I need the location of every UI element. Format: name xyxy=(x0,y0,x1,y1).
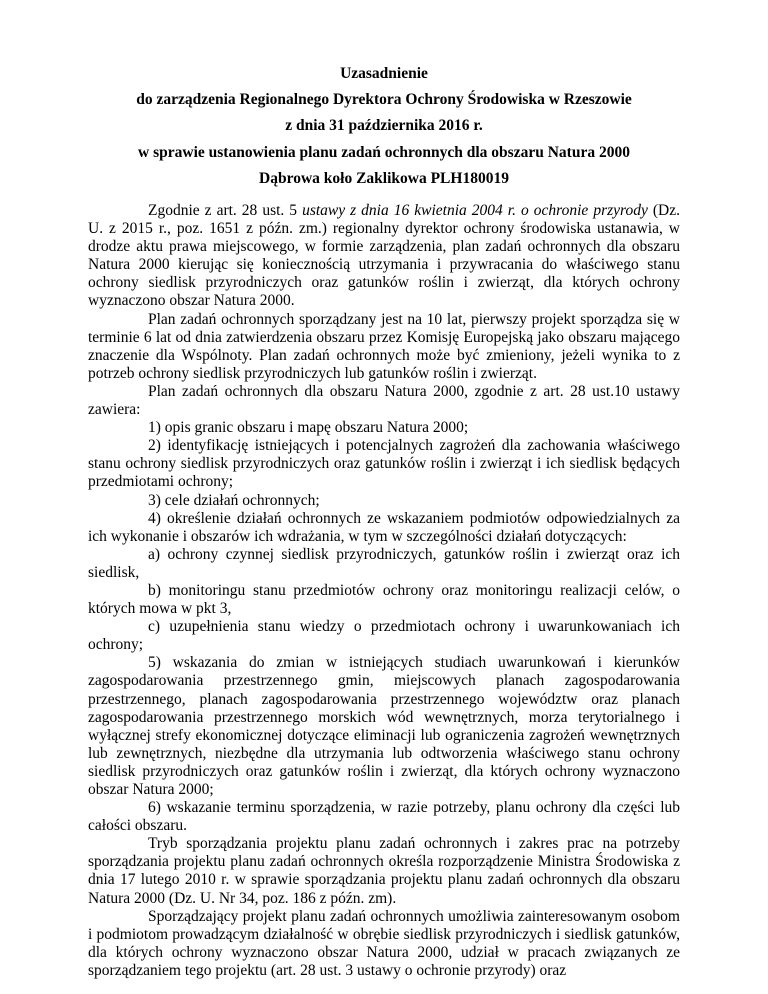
list-subitem: b) monitoringu stanu przedmiotów ochrony oraz monitoringu realizacji celów, o których mowa w pkt 3, xyxy=(88,581,680,618)
list-item: 3) cele działań ochronnych; xyxy=(148,491,320,509)
list-subitem: a) ochrony czynnej siedlisk przyrodniczych, gatunków roślin i zwierząt oraz ich siedlisk, xyxy=(88,545,680,581)
list-subitem: c) uzupełnienia stanu wiedzy o przedmiotach ochrony i uwarunkowaniach ich ochrony; xyxy=(88,618,680,654)
paragraph-procedure: Tryb sporządzania projektu planu zadań ochronnych i zakres prac na potrzeby sporządzania projektu planu zadań ochronnych określa rozporządzenie Ministra Środowiska z dnia 17 lutego 2010 r. w sprawie sporządzania projektu planu zadań ochronnych dla obszaru Natura 2000 (Dz. U. Nr 34, poz. 186 z późn. zm). xyxy=(88,835,680,907)
list-item: 6) wskazanie terminu sporządzenia, w razie potrzeby, planu ochrony dla części lub całości obszaru. xyxy=(88,799,680,835)
list-item: 5) wskazania do zmian w istniejących studiach uwarunkowań i kierunków zagospodarowania przestrzennego gmin, miejscowych planach zagospodarowania przestrzennego, planach zagospodarowania przestrzennego województw oraz planach zagospodarowania przestrzennego morskich wód wewnętrznych, morza terytorialnego i wyłącznej strefy ekonomicznej dotyczące eliminacji lub ograniczenia zagrożeń wewnętrznych lub zewnętrznych, niezbędne dla utrzymania lub odtworzenia właściwego stanu ochrony siedlisk przyrodniczych oraz gatunków roślin i zwierząt, dla których ochrony wyznaczono obszar Natura 2000; xyxy=(88,654,680,798)
list-item: 4) określenie działań ochronnych ze wskazaniem podmiotów odpowiedzialnych za ich wykonanie i obszarów ich wdrażania, w tym w szczególności działań dotyczących: xyxy=(88,509,680,545)
document-body xyxy=(88,202,680,980)
list-item: 1) opis granic obszaru i mapę obszaru Natura 2000; xyxy=(148,419,469,437)
doc-title: Uzasadnienie xyxy=(340,65,428,82)
act-title: ustawy z dnia 16 kwietnia 2004 r. o ochronie przyrody xyxy=(302,202,648,219)
list-item: 2) identyfikację istniejących i potencjalnych zagrożeń dla zachowania właściwego stanu ochrony siedlisk przyrodniczych oraz gatunków roślin i zwierząt i ich siedlisk będących przedmiotami ochrony; xyxy=(88,437,680,491)
doc-subtitle: do zarządzenia Regionalnego Dyrektora Ochrony Środowiska w Rzeszowie xyxy=(136,91,632,108)
paragraph-plan-contents: Plan zadań ochronnych dla obszaru Natura 2000, zgodnie z art. 28 ust.10 ustawy zawiera: xyxy=(88,382,680,419)
doc-date: z dnia 31 października 2016 r. xyxy=(285,117,483,134)
doc-subject: w sprawie ustanowienia planu zadań ochronnych dla obszaru Natura 2000 xyxy=(138,144,630,161)
paragraph-legal-basis: Zgodnie z art. 28 ust. 5 ustawy z dnia 16 kwietnia 2004 r. o ochronie przyrody (Dz. U. z 2015 r., poz. 1651 z późn. zm.) regionalny dyrektor ochrony środowiska ustanawia, w drodze aktu prawa miejscowego, w formie zarządzenia, plan zadań ochronnych dla obszaru Natura 2000 kierując się koniecznością utrzymania i przywracania do właściwego stanu ochrony siedlisk przyrodniczych oraz gatunków roślin i zwierząt, dla których ochrony wyznaczono obszar Natura 2000. xyxy=(88,202,680,310)
paragraph-plan-duration: Plan zadań ochronnych sporządzany jest na 10 lat, pierwszy projekt sporządza się w terminie 6 lat od dnia zatwierdzenia obszaru przez Komisję Europejską jako obszaru mającego znaczenie dla Wspólnoty. Plan zadań ochronnych może być zmieniony, jeżeli wynika to z potrzeb ochrony siedlisk przyrodniczych lub gatunków roślin i zwierząt. xyxy=(88,310,680,382)
doc-site-name: Dąbrowa koło Zaklikowa PLH180019 xyxy=(259,170,509,187)
paragraph-participation: Sporządzający projekt planu zadań ochronnych umożliwia zainteresowanym osobom i podmiotom prowadzącym działalność w obrębie siedlisk przyrodniczych i siedlisk gatunków, dla których ochrony wyznaczono obszar Natura 2000, udział w pracach związanych ze sporządzaniem tego projektu (art. 28 ust. 3 ustawy o ochronie przyrody) oraz xyxy=(88,907,680,979)
